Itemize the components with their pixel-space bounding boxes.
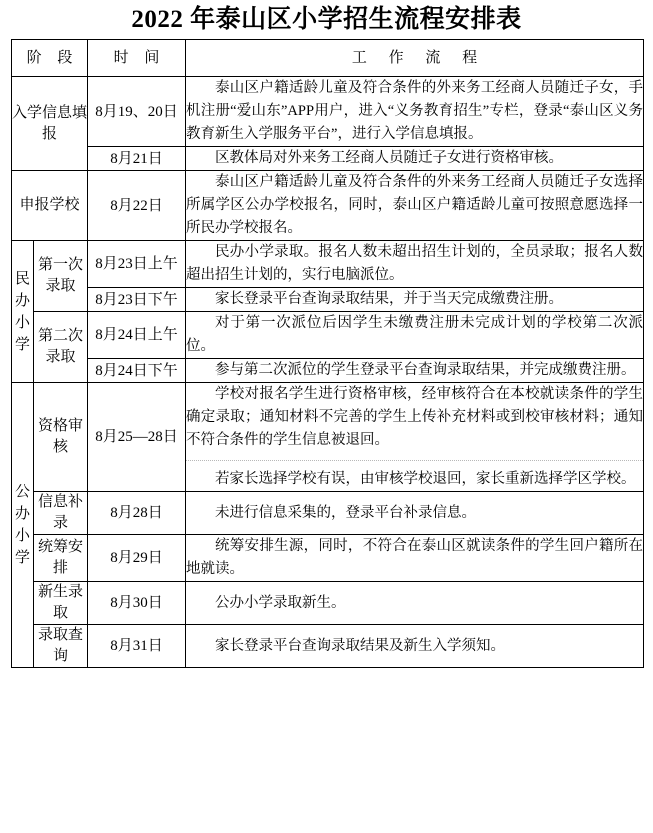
time-cell: 8月25—28日 [88,383,186,492]
substage-label-new-student-admission: 新生录取 [34,582,88,625]
table-row [12,625,644,668]
time-cell: 8月29日 [88,535,186,582]
column-header-flow: 工 作 流 程 [186,40,644,77]
column-header-time: 时 间 [88,40,186,77]
table-row [12,582,644,625]
flow-paragraph-secondary: 若家长选择学校有误，由审核学校退回，家长重新选择学区学校。 [186,460,643,491]
flow-cell [186,383,644,492]
table-row [12,171,644,241]
flow-cell: 未进行信息采集的，登录平台补录信息。 [186,492,644,535]
table-row [12,492,644,535]
flow-cell: 民办小学录取。报名人数未超出招生计划的，全员录取；报名人数超出招生计划的，实行电脑派位。 [186,241,644,288]
table-row [12,312,644,359]
substage-label-qualification-review: 资格审核 [34,383,88,492]
time-cell: 8月23日下午 [88,288,186,312]
time-cell: 8月21日 [88,147,186,171]
enrollment-schedule-table [11,39,644,668]
time-cell: 8月28日 [88,492,186,535]
table-header-row [12,40,644,77]
time-cell: 8月31日 [88,625,186,668]
flow-cell: 泰山区户籍适龄儿童及符合条件的外来务工经商人员随迁子女，手机注册“爱山东”APP用户，进入“义务教育招生”专栏，登录“泰山区义务教育新生入学服务平台”，进行入学信息填报。 [186,77,644,147]
flow-cell: 对于第一次派位后因学生未缴费注册未完成计划的学校第二次派位。 [186,312,644,359]
table-row [12,241,644,288]
column-header-stage: 阶 段 [12,40,88,77]
page-title: 2022 年泰山区小学招生流程安排表 [131,6,522,33]
table-row [12,147,644,171]
stage-label-apply-school: 申报学校 [12,171,88,241]
flow-paragraph-primary: 学校对报名学生进行资格审核，经审核符合在本校就读条件的学生确定录取；通知材料不完善的学生上传补充材料或到校审核材料；通知不符合条件的学生信息被退回。 [186,386,644,448]
substage-label-info-supplement: 信息补录 [34,492,88,535]
table-row [12,77,644,147]
time-cell: 8月23日上午 [88,241,186,288]
stage-label-public-primary: 公办小学 [12,383,34,668]
time-cell: 8月30日 [88,582,186,625]
stage-label-private-primary: 民办小学 [12,241,34,383]
substage-label-admission-query: 录取查询 [34,625,88,668]
table-row [12,359,644,383]
flow-cell: 区教体局对外来务工经商人员随迁子女进行资格审核。 [186,147,644,171]
table-row [12,383,644,492]
flow-cell: 家长登录平台查询录取结果及新生入学须知。 [186,625,644,668]
substage-label-first-admission: 第一次录取 [34,241,88,312]
time-cell: 8月24日上午 [88,312,186,359]
substage-label-second-admission: 第二次录取 [34,312,88,383]
flow-cell: 参与第二次派位的学生登录平台查询录取结果，并完成缴费注册。 [186,359,644,383]
flow-cell: 家长登录平台查询录取结果，并于当天完成缴费注册。 [186,288,644,312]
table-row [12,288,644,312]
stage-label-enrollment-info: 入学信息填报 [12,77,88,171]
time-cell: 8月24日下午 [88,359,186,383]
time-cell: 8月22日 [88,171,186,241]
table-row [12,535,644,582]
flow-cell: 统筹安排生源，同时，不符合在泰山区就读条件的学生回户籍所在地就读。 [186,535,644,582]
flow-cell: 公办小学录取新生。 [186,582,644,625]
substage-label-overall-arrangement: 统筹安排 [34,535,88,582]
time-cell: 8月19、20日 [88,77,186,147]
flow-cell: 泰山区户籍适龄儿童及符合条件的外来务工经商人员随迁子女选择所属学区公办学校报名，同时，泰山区户籍适龄儿童可按照意愿选择一所民办学校报名。 [186,171,644,241]
